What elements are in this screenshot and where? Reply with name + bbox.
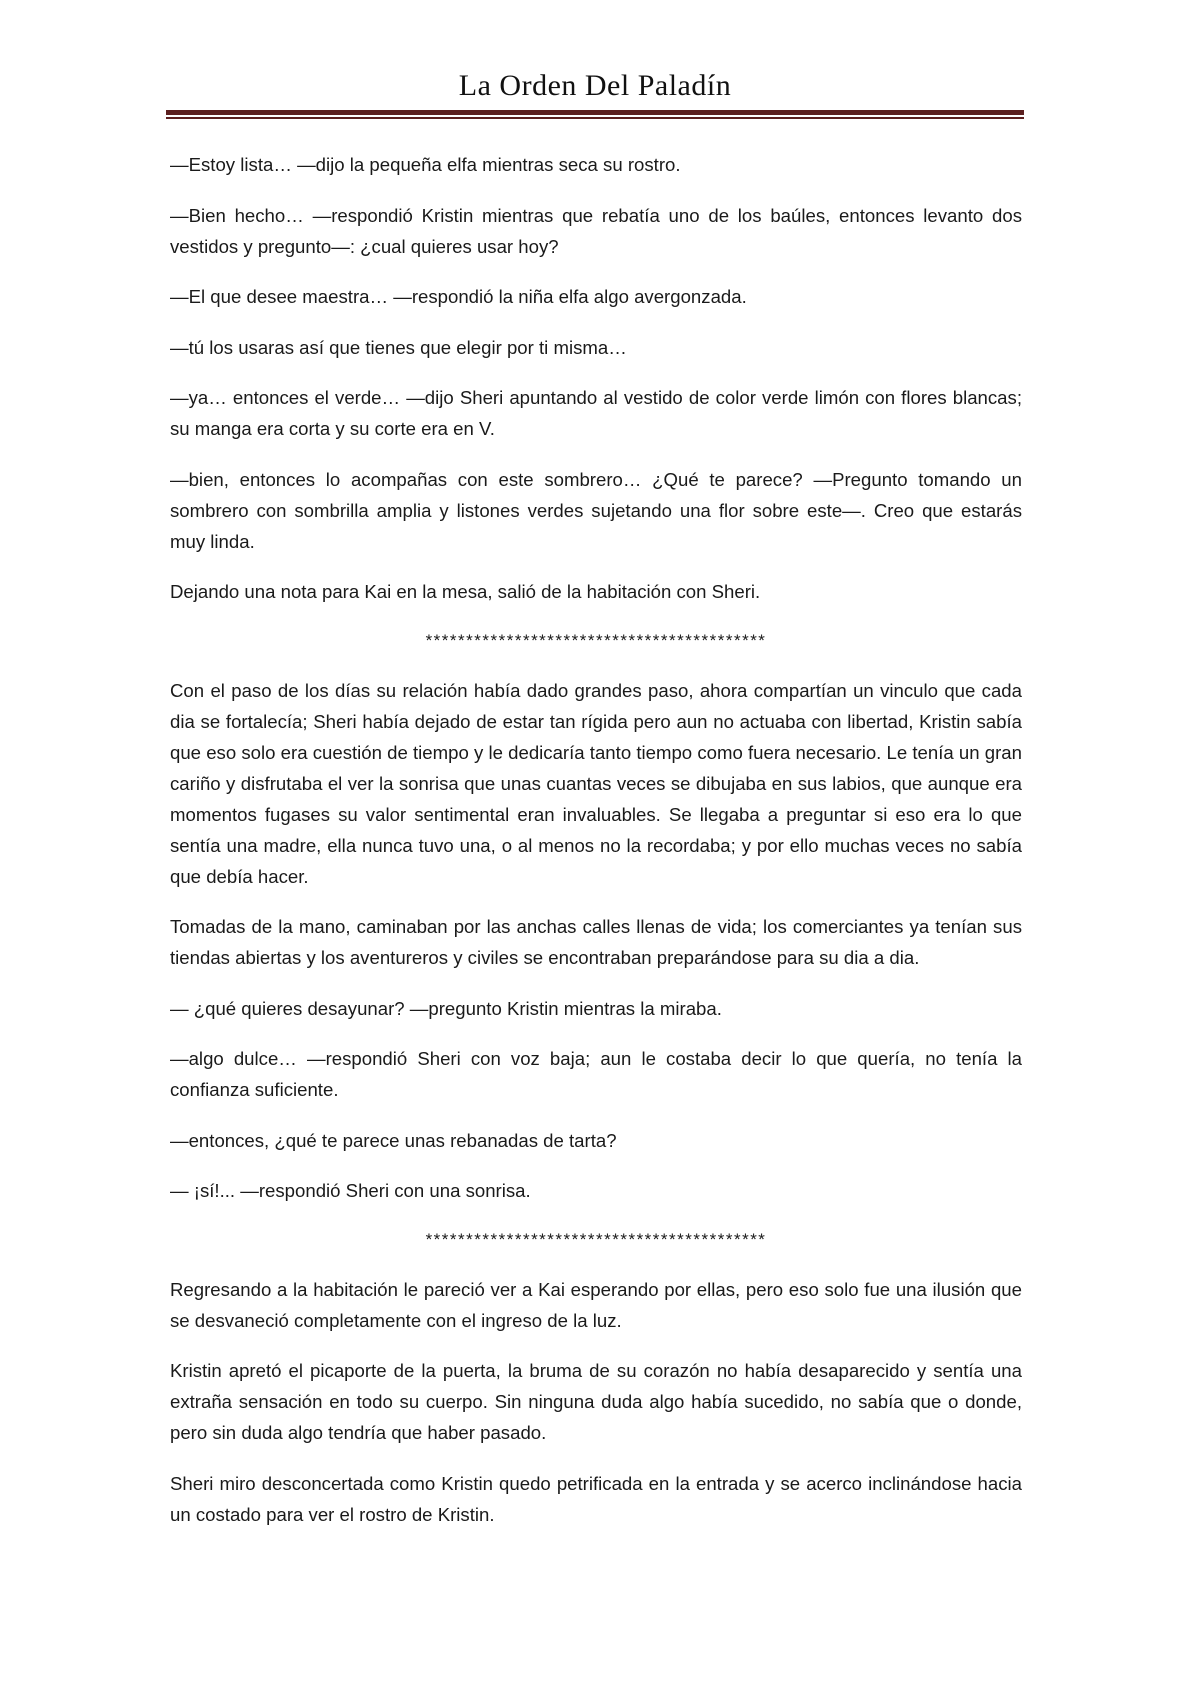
paragraph: Con el paso de los días su relación había dado grandes paso, ahora compartían un vinculo que cada dia se fortalecía; Sheri había dejado de estar tan rígida pero aun no actuaba con libertad, Kristin sabía que eso solo era cuestión de tiempo y le dedicaría tanto tiempo como fuera necesario. Le tenía un gran cariño y disfrutaba el ver la sonrisa que unas cuantas veces se dibujaba en sus labios, que aunque era momentos fugases su valor sentimental eran invaluables. Se llegaba a preguntar si eso era lo que sentía una madre, ella nunca tuvo una, o al menos no la recordaba; y por ello muchas veces no sabía que debía hacer. — [170, 679, 1022, 887]
header-rule-thin — [166, 117, 1024, 119]
paragraph: —bien, entonces lo acompañas con este sombrero… ¿Qué te parece? —Pregunto tomando un sombrero con sombrilla amplia y listones verdes sujetando una flor sobre este—. Creo que estarás muy linda. — [170, 468, 1022, 552]
header-rule-thick — [166, 110, 1024, 115]
paragraph: — ¡sí!... —respondió Sheri con una sonrisa. — [170, 1180, 531, 1201]
paragraph: —algo dulce… —respondió Sheri con voz baja; aun le costaba decir lo que quería, no tenía la confianza suficiente. — [170, 1048, 1022, 1100]
paragraph: Dejando una nota para Kai en la mesa, salió de la habitación con Sheri. — [170, 581, 761, 602]
paragraph: Sheri miro desconcertada como Kristin quedo petrificada en la entrada y se acerco inclinándose hacia un costado para ver el rostro de Kristin. — [170, 1472, 1022, 1525]
paragraph: —entonces, ¿qué te parece unas rebanadas de tarta? — [170, 1129, 617, 1151]
paragraph: —tú los usaras así que tienes que elegir por ti misma… — [170, 336, 627, 358]
scene-separator: ****************************************** — [425, 1229, 767, 1249]
page-header — [166, 68, 1024, 104]
paragraph: Kristin apretó el picaporte de la puerta, la bruma de su corazón no había desaparecido y sentía una extraña sensación en todo su cuerpo. Sin ninguna duda algo había sucedido, no sabía que o donde, pero sin duda algo tendría que haber pasado. — [170, 1360, 1022, 1443]
paragraph: Regresando a la habitación le pareció ver a Kai esperando por ellas, pero eso solo fue una ilusión que se desvaneció completamente con el ingreso de la luz. — [170, 1278, 1022, 1331]
paragraph: —Bien hecho… —respondió Kristin mientras que rebatía uno de los baúles, entonces levanto dos vestidos y pregunto—: ¿cual quieres usar hoy? — [170, 204, 1022, 257]
paragraph: —Estoy lista… —dijo la pequeña elfa mientras seca su rostro. — [170, 154, 681, 175]
body-text — [170, 149, 1022, 1549]
page-title: La Orden Del Paladín — [458, 69, 732, 102]
scene-separator: ****************************************** — [425, 630, 767, 650]
paragraph: — ¿qué quieres desayunar? —pregunto Kristin mientras la miraba. — [170, 997, 722, 1019]
paragraph: —ya… entonces el verde… —dijo Sheri apuntando al vestido de color verde limón con flores blancas; su manga era corta y su corte era en V. — [170, 387, 1022, 439]
paragraph: —El que desee maestra… —respondió la niña elfa algo avergonzada. — [170, 286, 747, 307]
paragraph: Tomadas de la mano, caminaban por las anchas calles llenas de vida; los comerciantes ya tenían sus tiendas abiertas y los aventureros y civiles se encontraban preparándose para su dia a dia. — [170, 916, 1022, 968]
